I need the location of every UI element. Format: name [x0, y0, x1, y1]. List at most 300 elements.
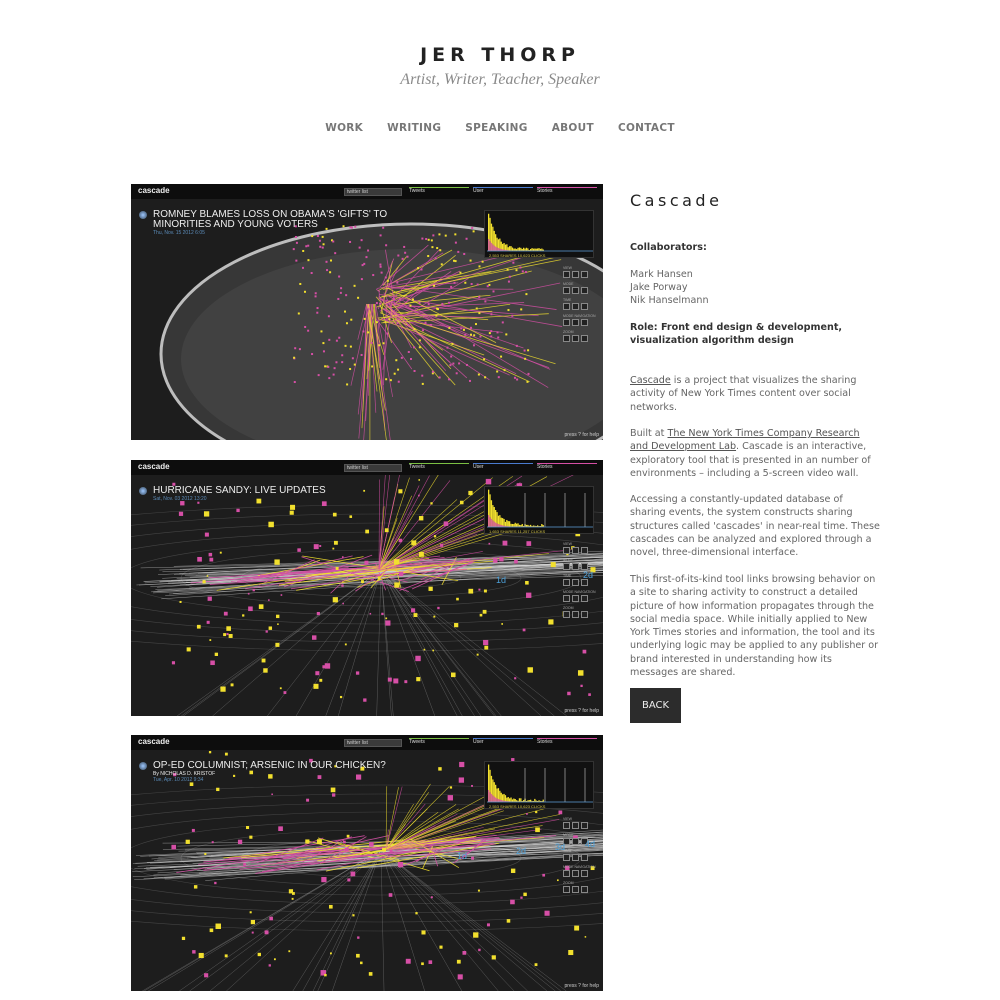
histogram-bar [519, 798, 520, 802]
share-point [436, 308, 438, 310]
share-point [380, 234, 382, 236]
share-point [329, 905, 333, 909]
share-point [397, 255, 399, 257]
control-button[interactable] [581, 547, 588, 554]
share-point [514, 560, 518, 564]
share-point [414, 370, 416, 372]
share-point [419, 516, 423, 520]
share-point [500, 356, 502, 358]
share-point [453, 260, 455, 262]
control-button[interactable] [563, 854, 570, 861]
share-point [483, 610, 487, 614]
share-point [470, 327, 472, 329]
share-point [459, 272, 461, 274]
projection-line [296, 570, 381, 716]
control-label: MODE [563, 833, 574, 837]
histogram-chart [485, 487, 595, 535]
share-point [329, 271, 331, 273]
share-point [293, 357, 295, 359]
share-point [393, 298, 395, 300]
control-button[interactable] [581, 271, 588, 278]
share-point [397, 369, 399, 371]
tab-tweets[interactable]: Tweets [409, 464, 425, 470]
control-button[interactable] [572, 595, 579, 602]
control-button[interactable] [581, 611, 588, 618]
control-button[interactable] [563, 870, 570, 877]
share-point [311, 353, 313, 355]
share-point [459, 777, 464, 782]
control-button[interactable] [572, 303, 579, 310]
share-point [387, 280, 389, 282]
share-point [243, 863, 246, 866]
back-button[interactable]: BACK [630, 688, 681, 723]
cascade-link[interactable]: Cascade [630, 375, 671, 386]
search-input[interactable]: twitter list [344, 464, 402, 472]
control-button[interactable] [563, 611, 570, 618]
share-point [379, 264, 381, 266]
share-point [336, 567, 339, 570]
share-point [535, 811, 537, 813]
share-point [216, 788, 219, 791]
share-point [322, 342, 324, 344]
collaborator-name: Nik Hanselmann [630, 295, 709, 306]
share-point [333, 374, 335, 376]
share-point [424, 649, 426, 651]
control-button[interactable] [563, 271, 570, 278]
share-point [588, 693, 591, 696]
share-point [209, 639, 211, 641]
histogram-bar [508, 797, 509, 802]
control-button[interactable] [572, 870, 579, 877]
share-point [468, 491, 472, 495]
share-point [328, 315, 330, 317]
control-label: MODE [563, 558, 574, 562]
control-button[interactable] [572, 319, 579, 326]
share-point [433, 616, 435, 618]
share-point [385, 620, 390, 625]
share-point [428, 239, 430, 241]
control-button[interactable] [563, 287, 570, 294]
control-button[interactable] [581, 335, 588, 342]
share-point [337, 298, 339, 300]
tab-stories[interactable]: Stories [537, 739, 553, 745]
share-point [440, 544, 443, 547]
share-point [418, 495, 420, 497]
share-point [332, 240, 334, 242]
share-point [345, 847, 349, 851]
tab-user[interactable]: User [473, 739, 484, 745]
share-point [372, 274, 374, 276]
globe-icon [139, 487, 147, 495]
share-point [250, 911, 252, 913]
control-button[interactable] [572, 335, 579, 342]
tab-stories[interactable]: Stories [537, 188, 553, 194]
control-button[interactable] [572, 822, 579, 829]
paragraph-text: . Cascade is an interactive, exploratory tool that is presented in an number of environments – including a 5-screen video wall. [630, 441, 871, 479]
nav-writing[interactable]: WRITING [387, 122, 442, 134]
share-point [457, 251, 459, 253]
share-point [328, 377, 330, 379]
share-point [233, 775, 235, 777]
share-point [231, 683, 234, 686]
project-role: Role: Front end design & development, visualization algorithm design [630, 322, 843, 347]
histogram-bar [491, 794, 492, 802]
share-point [487, 923, 490, 926]
histogram-bar [520, 798, 521, 802]
share-point [503, 541, 508, 546]
share-point [430, 502, 432, 504]
share-point [317, 839, 322, 844]
tab-tweets[interactable]: Tweets [409, 739, 425, 745]
share-point [346, 383, 348, 385]
share-point [368, 308, 370, 310]
share-point [484, 590, 487, 593]
share-point [390, 850, 393, 853]
tab-stories[interactable]: Stories [537, 464, 553, 470]
histogram-stats: 2,553 SHARES 10,623 CLICKS [489, 253, 546, 258]
share-point [340, 292, 342, 294]
share-point [509, 276, 511, 278]
share-point [394, 373, 396, 375]
share-point [535, 963, 538, 966]
share-point [473, 344, 475, 346]
histogram-chart [485, 211, 595, 259]
share-point [493, 558, 497, 562]
project-title: Cascade [630, 191, 723, 210]
share-point [516, 378, 518, 380]
share-point [402, 258, 404, 260]
share-point [365, 256, 367, 258]
share-point [205, 533, 209, 537]
day-label: 3d [555, 842, 566, 852]
main-nav [0, 122, 1000, 134]
share-point [473, 230, 475, 232]
control-button[interactable] [563, 886, 570, 893]
share-point [209, 558, 213, 562]
share-point [248, 606, 253, 611]
histogram-bar [515, 523, 516, 527]
share-point [514, 377, 516, 379]
control-button[interactable] [581, 886, 588, 893]
share-point [499, 557, 503, 561]
histogram-bar [492, 244, 493, 251]
control-row [563, 611, 597, 618]
share-point [523, 629, 526, 632]
share-point [220, 552, 222, 554]
share-point [430, 324, 432, 326]
nav-work[interactable]: WORK [325, 122, 364, 134]
control-button[interactable] [563, 595, 570, 602]
control-button[interactable] [572, 563, 579, 570]
share-point [436, 247, 438, 249]
projection-line [381, 570, 435, 716]
share-point [431, 239, 433, 241]
share-point [304, 291, 306, 293]
share-point [460, 327, 462, 329]
projection-line [381, 570, 462, 716]
projection-line [381, 850, 462, 991]
share-point [526, 813, 528, 815]
share-point [385, 277, 387, 279]
share-point [323, 243, 325, 245]
share-point [524, 350, 526, 352]
share-point [415, 656, 420, 661]
share-point [204, 511, 209, 516]
control-button[interactable] [581, 579, 588, 586]
share-point [326, 261, 328, 263]
share-point [406, 959, 411, 964]
control-button[interactable] [572, 854, 579, 861]
share-point [361, 239, 363, 241]
projection-line [293, 850, 381, 991]
site-title[interactable]: JER THORP [420, 44, 580, 66]
control-button[interactable] [572, 287, 579, 294]
share-point [344, 311, 346, 313]
share-point [345, 345, 347, 347]
share-point [226, 626, 231, 631]
control-label: VIEW [563, 817, 572, 821]
share-point [580, 685, 582, 687]
share-point [197, 625, 201, 629]
control-button[interactable] [581, 287, 588, 294]
share-point [236, 509, 239, 512]
share-point [520, 308, 522, 310]
share-point [393, 678, 398, 683]
share-point [311, 235, 313, 237]
share-point [524, 358, 526, 360]
histogram-bar [510, 797, 511, 802]
histogram-bar [516, 524, 517, 527]
control-button[interactable] [581, 303, 588, 310]
app-logo: cascade [138, 462, 170, 471]
share-point [334, 367, 336, 369]
share-point [399, 539, 403, 543]
nav-contact[interactable]: CONTACT [617, 122, 675, 134]
share-point [351, 872, 356, 877]
share-point [324, 974, 326, 976]
control-button[interactable] [563, 319, 570, 326]
share-point [276, 615, 279, 618]
share-point [415, 912, 417, 914]
share-point [416, 677, 420, 681]
control-button[interactable] [572, 547, 579, 554]
share-point [295, 236, 297, 238]
histogram-bar [488, 515, 489, 527]
control-label: TIME [563, 849, 572, 853]
share-point [317, 235, 319, 237]
control-row [563, 822, 597, 829]
share-point [439, 946, 442, 949]
share-point [324, 365, 326, 367]
control-button[interactable] [572, 579, 579, 586]
share-point [357, 936, 359, 938]
share-point [504, 369, 506, 371]
share-point [451, 673, 456, 678]
control-button[interactable] [581, 822, 588, 829]
share-point [469, 380, 471, 382]
share-point [471, 785, 473, 787]
share-point [431, 246, 433, 248]
histogram-bar [495, 523, 496, 527]
histogram-bar [509, 521, 510, 527]
share-point [315, 671, 319, 675]
nav-about[interactable]: ABOUT [551, 122, 594, 134]
share-point [454, 623, 458, 627]
control-button[interactable] [581, 870, 588, 877]
control-button[interactable] [572, 271, 579, 278]
share-point [280, 687, 282, 689]
control-button[interactable] [572, 886, 579, 893]
share-point [215, 653, 218, 656]
control-label: ZOOM [563, 606, 574, 610]
share-point [210, 928, 214, 932]
share-point [364, 318, 366, 320]
share-point [490, 335, 492, 337]
share-point [352, 357, 354, 359]
share-point [322, 501, 327, 506]
search-input[interactable]: twitter list [344, 188, 402, 196]
histogram-bar [494, 797, 495, 802]
tab-user[interactable]: User [473, 464, 484, 470]
share-point [369, 972, 373, 976]
share-point [438, 767, 441, 770]
share-point [484, 646, 488, 650]
share-point [342, 603, 344, 605]
share-point [225, 753, 228, 756]
share-point [408, 351, 410, 353]
share-point [496, 371, 498, 373]
share-point [460, 501, 464, 505]
share-point [417, 267, 419, 269]
share-point [497, 331, 499, 333]
share-point [258, 953, 261, 956]
share-point [385, 528, 389, 532]
share-point [290, 511, 294, 515]
share-point [468, 589, 473, 594]
share-point [528, 373, 530, 375]
control-button[interactable] [563, 563, 570, 570]
share-point [455, 242, 457, 244]
control-button[interactable] [581, 595, 588, 602]
control-button[interactable] [572, 611, 579, 618]
share-point [361, 580, 364, 583]
share-point [519, 267, 521, 269]
share-point [314, 544, 319, 549]
histogram-bar [489, 517, 490, 527]
control-button[interactable] [563, 547, 570, 554]
tab-tweets[interactable]: Tweets [409, 188, 425, 194]
share-point [350, 319, 352, 321]
share-point [479, 336, 481, 338]
share-point [502, 321, 504, 323]
share-point [427, 255, 429, 257]
histogram-bar [506, 244, 507, 251]
control-button[interactable] [563, 303, 570, 310]
share-point [269, 626, 272, 629]
share-point [376, 302, 378, 304]
share-point [542, 874, 545, 877]
search-input[interactable]: twitter list [344, 739, 402, 747]
control-row [563, 319, 597, 326]
share-point [214, 882, 216, 884]
control-button[interactable] [563, 822, 570, 829]
share-point [473, 334, 475, 336]
share-point [313, 684, 318, 689]
share-point [269, 964, 271, 966]
histogram-bar [488, 790, 489, 802]
nyt-rd-lab-link[interactable]: The New York Times Company Research and Development Lab [630, 428, 860, 453]
control-row [563, 303, 597, 310]
share-point [515, 269, 517, 271]
histogram-bar [496, 247, 497, 251]
share-point [305, 839, 309, 843]
share-point [378, 577, 381, 580]
tab-user[interactable]: User [473, 188, 484, 194]
share-point [204, 973, 208, 977]
share-point [429, 960, 433, 964]
share-histogram [484, 761, 594, 809]
share-point [376, 321, 378, 323]
control-button[interactable] [581, 563, 588, 570]
share-point [421, 962, 424, 965]
share-point [404, 252, 406, 254]
share-point [421, 375, 423, 377]
projection-line [381, 850, 555, 991]
control-button[interactable] [572, 838, 579, 845]
control-button[interactable] [581, 319, 588, 326]
histogram-bar [506, 520, 507, 527]
share-point [463, 253, 465, 255]
control-button[interactable] [563, 579, 570, 586]
collaborators-heading: Collaborators: [630, 242, 707, 253]
share-point [419, 339, 421, 341]
share-point [335, 361, 337, 363]
story-headline: OP-ED COLUMNIST; ARSENIC IN OUR CHICKEN? [153, 760, 386, 771]
share-point [321, 877, 326, 882]
share-point [421, 559, 423, 561]
share-point [501, 623, 503, 625]
share-point [451, 343, 453, 345]
share-point [265, 930, 269, 934]
control-row [563, 854, 597, 861]
share-point [223, 633, 226, 636]
share-point [302, 267, 304, 269]
day-label: 1d [496, 575, 507, 585]
control-row [563, 271, 597, 278]
paragraph-text: Built at [630, 428, 668, 439]
share-point [456, 598, 459, 601]
share-point [319, 545, 321, 547]
share-point [490, 313, 492, 315]
share-point [289, 889, 293, 893]
share-point [293, 248, 295, 250]
view-controls [563, 542, 597, 622]
share-point [333, 597, 338, 602]
share-point [209, 553, 212, 556]
control-label: ZOOM [563, 881, 574, 885]
control-button[interactable] [581, 854, 588, 861]
share-point [340, 696, 342, 698]
share-point [192, 950, 195, 953]
share-point [510, 900, 515, 905]
histogram-bar [519, 247, 520, 251]
share-point [484, 376, 486, 378]
nav-speaking[interactable]: SPEAKING [465, 122, 528, 134]
share-point [349, 241, 351, 243]
control-button[interactable] [563, 335, 570, 342]
collaborator-name: Mark Hansen [630, 269, 693, 280]
share-point [220, 687, 225, 692]
